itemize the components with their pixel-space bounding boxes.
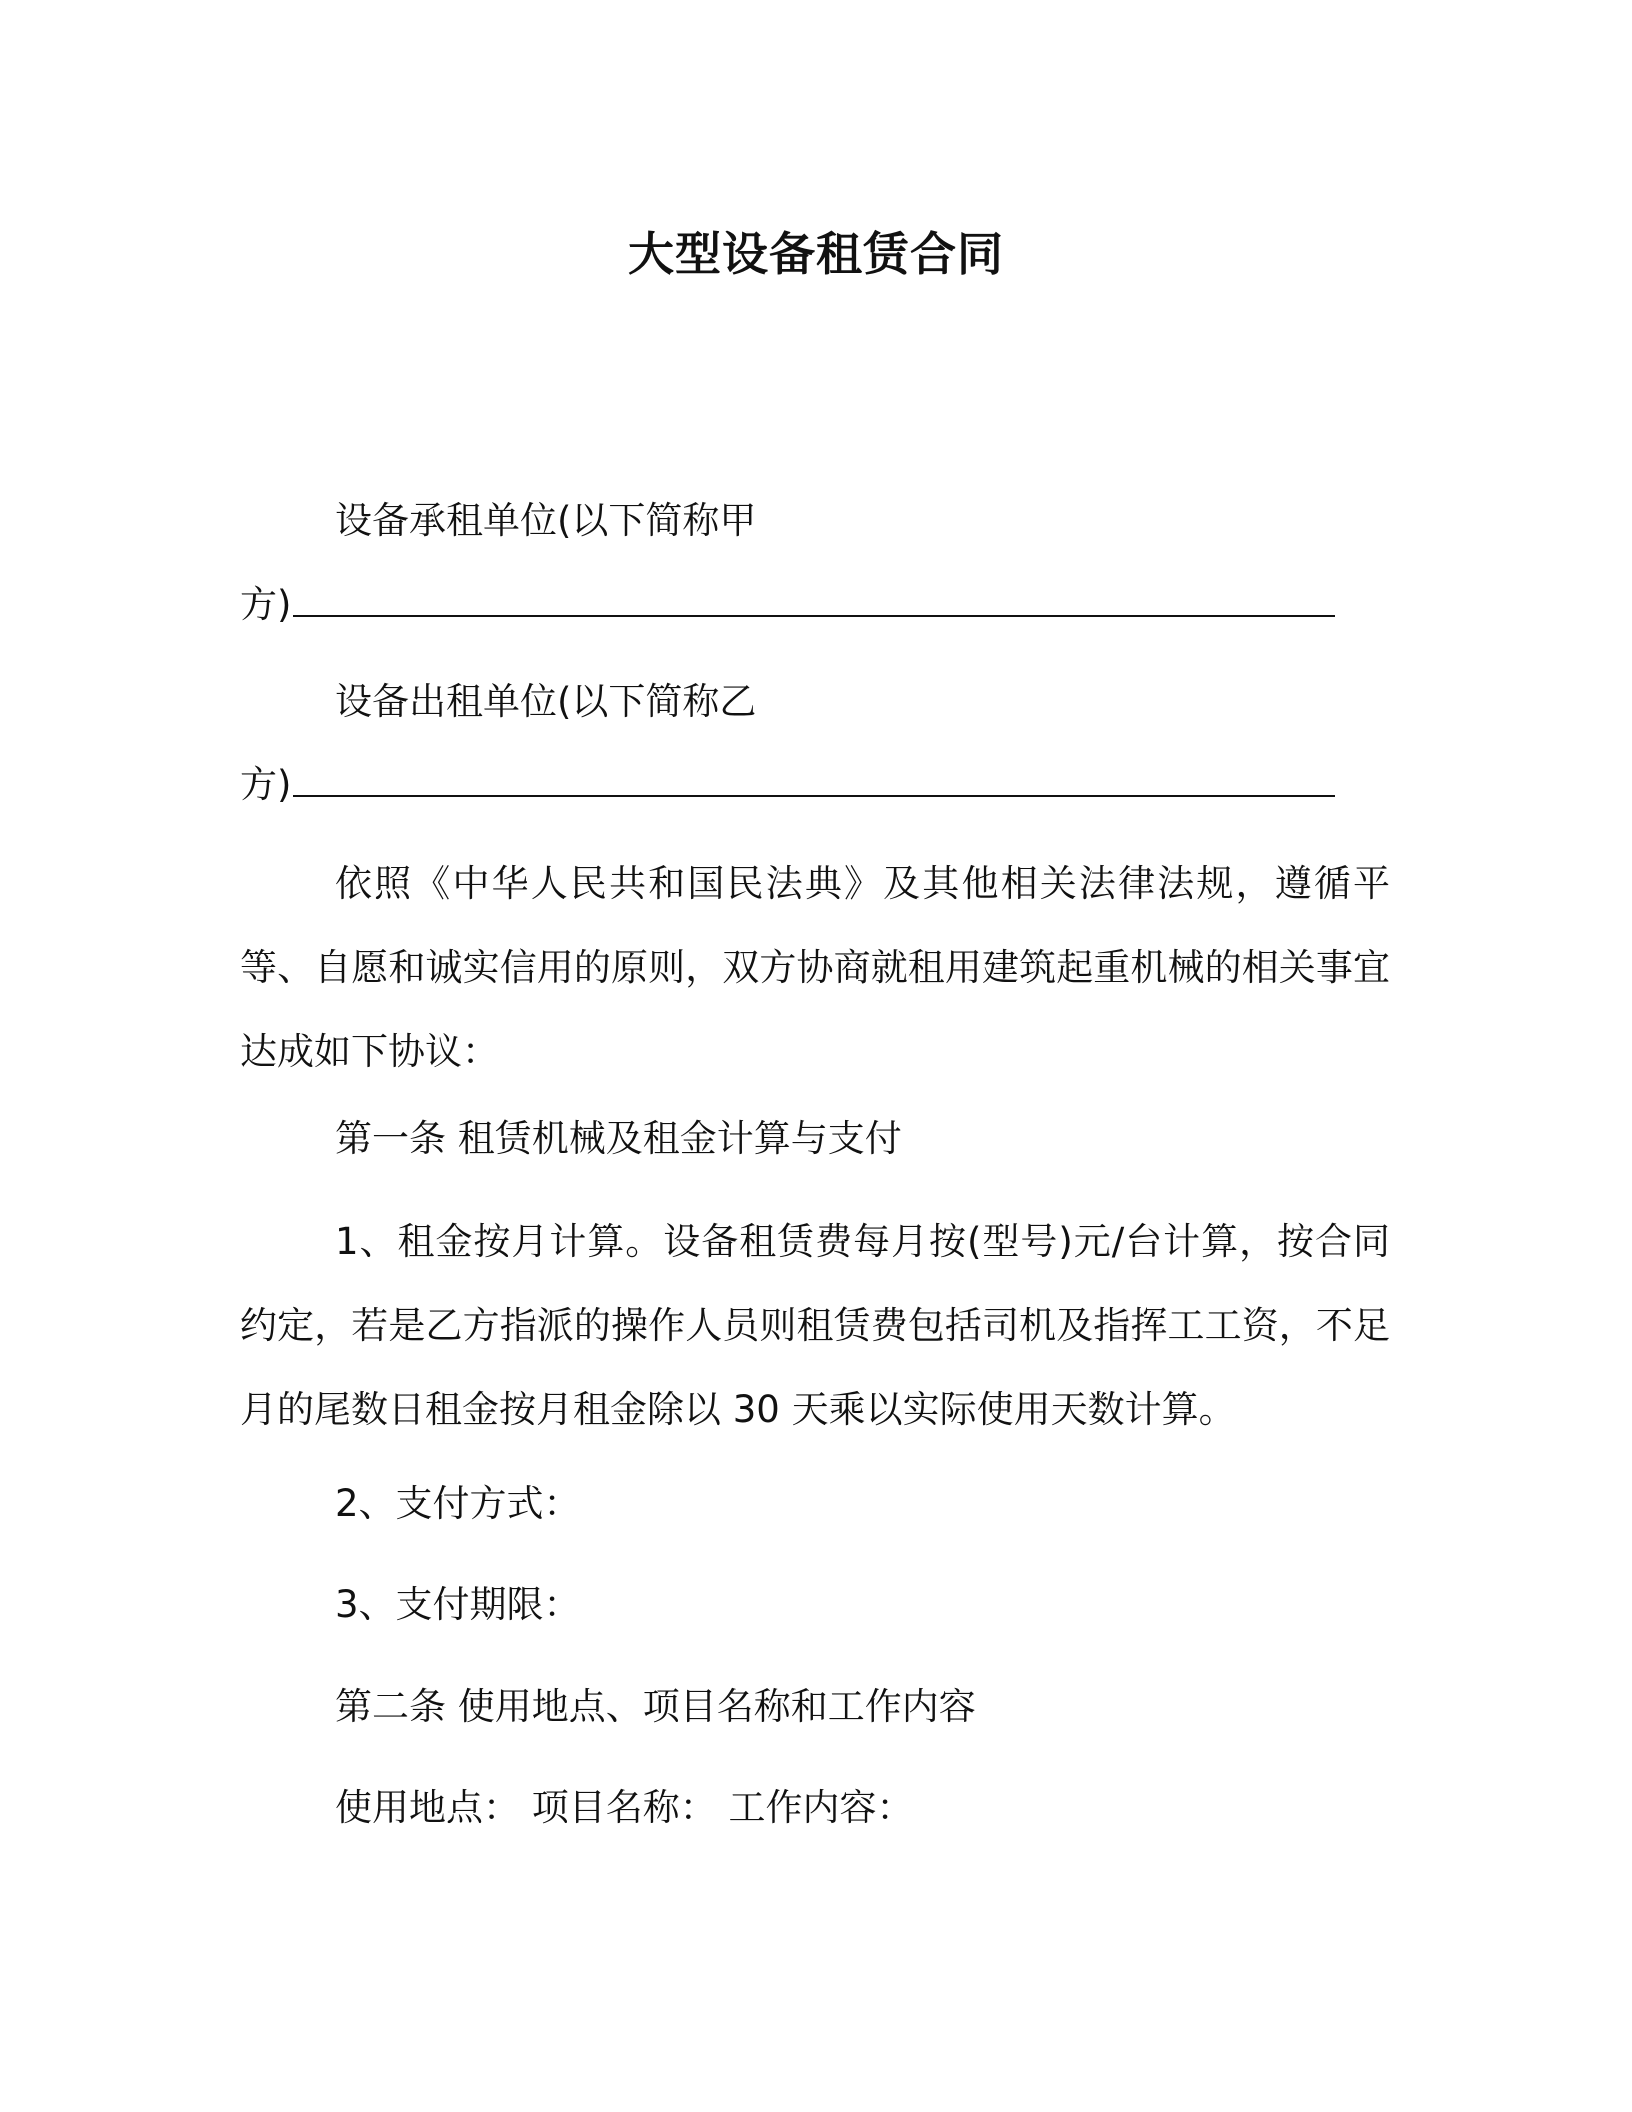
party-b-label: 设备出租单位(以下简称乙 xyxy=(335,680,757,723)
document-title: 大型设备租赁合同 xyxy=(628,227,1004,281)
party-b-suffix: 方) xyxy=(240,763,292,806)
party-a-blank xyxy=(293,585,1335,617)
party-a-label: 设备承租单位(以下简称甲 xyxy=(335,499,757,542)
party-b-line xyxy=(240,760,1380,810)
article1-heading: 第一条 租赁机械及租金计算与支付 xyxy=(335,1117,902,1160)
party-a-suffix: 方) xyxy=(240,583,292,626)
article1-item2: 2、支付方式： xyxy=(335,1482,581,1525)
party-a-line xyxy=(240,580,1380,630)
article1-item3: 3、支付期限： xyxy=(335,1583,581,1626)
article2-heading: 第二条 使用地点、项目名称和工作内容 xyxy=(335,1685,976,1728)
party-b-blank xyxy=(293,765,1335,797)
preamble-paragraph: 依照《中华人民共和国民法典》及其他相关法律法规，遵循平等、自愿和诚实信用的原则，双方协商就租用建筑起重机械的相关事宜达成如下协议： xyxy=(240,862,1390,1073)
article1-item1: 1、租金按月计算。设备租赁费每月按(型号)元/台计算，按合同约定，若是乙方指派的操作人员则租赁费包括司机及指挥工工资，不足月的尾数日租金按月租金除以 30 天乘以实际使用天数计算。 xyxy=(240,1220,1390,1431)
article2-fields: 使用地点： 项目名称： 工作内容： xyxy=(335,1786,914,1829)
